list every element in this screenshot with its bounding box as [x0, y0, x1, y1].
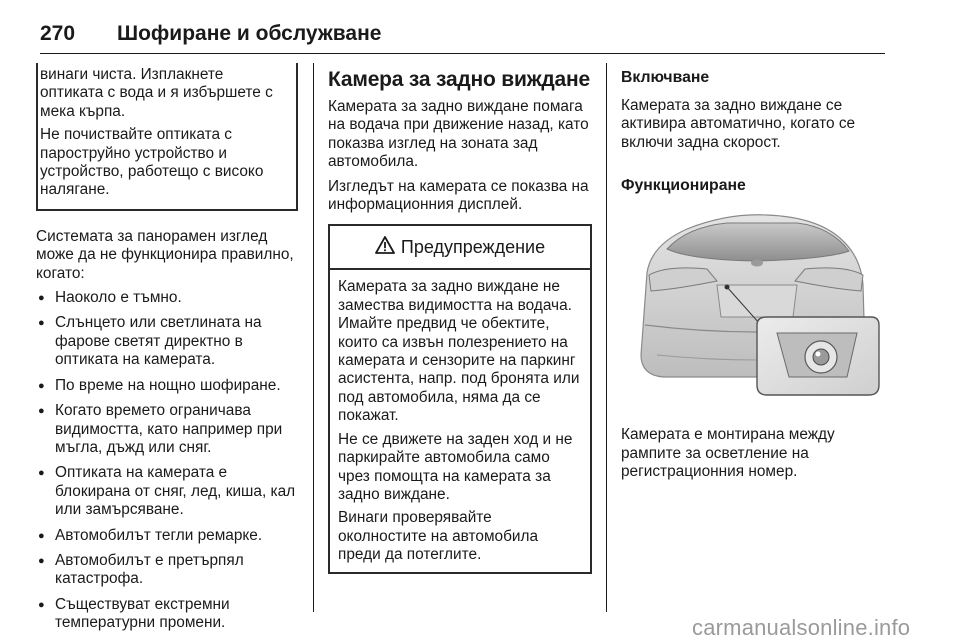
- illustration-caption: Камерата е монтирана между рампите за осветление на регистрационния номер.: [621, 426, 835, 481]
- column-divider-left: [313, 63, 314, 612]
- rear-camera-location-illustration: [627, 205, 881, 411]
- column-2: [328, 68, 592, 574]
- warning-header: [330, 226, 590, 270]
- list-item: ● Автомобилът тегли ремарке.: [36, 527, 298, 545]
- warning-paragraph: Винаги проверявайте околностите на автомобила преди да потеглите.: [338, 509, 539, 564]
- list-item: ● По време на нощно шофиране.: [36, 377, 298, 395]
- section-title: Камера за задно виждане: [328, 68, 590, 91]
- column-divider-right: [606, 63, 607, 612]
- warning-body: [330, 270, 590, 571]
- body-paragraph: Камерата за задно виждане помага на водача при движение назад, като показва изглед на зоната зад автомобила.: [328, 98, 589, 171]
- column-1: [36, 63, 298, 640]
- list-item: ● Слънцето или светлината на фарове светят директно в оптиката на камерата.: [36, 314, 298, 369]
- list-item: ● Оптиката на камерата е блокирана от сняг, лед, киша, кал или замърсяване.: [36, 464, 298, 519]
- continued-notice-box: [36, 63, 298, 211]
- activation-text: Камерата за задно виждане се активира автоматично, когато се включи задна скорост.: [621, 97, 856, 151]
- notice-paragraph: Не почиствайте оптиката с пароструйно устройство и устройство, работещо с високо налягане.: [40, 126, 264, 199]
- notice-paragraph: винаги чиста. Изплакнете оптиката с вода и я избършете с мека кърпа.: [40, 66, 273, 120]
- panorama-intro: Системата за панорамен изглед може да не функционира правилно, когато:: [36, 227, 294, 282]
- warning-triangle-icon: [375, 236, 395, 259]
- list-item: ● Когато времето ограничава видимостта, като например при мъгла, дъжд или сняг.: [36, 402, 298, 457]
- warning-box: [328, 224, 592, 573]
- warning-paragraph: Не се движете на заден ход и не паркирайте автомобила само чрез помощта на камерата за задно виждане.: [338, 430, 573, 503]
- subheading-activation: Включване: [621, 69, 710, 86]
- warning-paragraph: Камерата за задно виждане не замества видимостта на водача. Имайте предвид че обектите, които са извън полезрението на камерата и сензорите на паркинг асистента, напр. под бронята или под автомобила, няма да се покажат.: [338, 278, 580, 425]
- watermark: carmanualsonline.info: [692, 615, 911, 640]
- list-item: ● Съществуват екстремни температурни промени.: [36, 596, 298, 633]
- column-3: [621, 68, 883, 481]
- body-paragraph: Изгледът на камерата се показва на информационния дисплей.: [328, 177, 589, 214]
- conditions-list: [36, 289, 298, 633]
- header-rule: [40, 53, 885, 54]
- subheading-operation: Функциониране: [621, 177, 746, 195]
- list-item: ● Автомобилът е претърпял катастрофа.: [36, 552, 298, 589]
- list-item: ● Наоколо е тъмно.: [36, 289, 298, 307]
- warning-label: Предупреждение: [400, 236, 546, 257]
- page-number: 270: [40, 22, 76, 45]
- page-title: Шофиране и обслужване: [117, 22, 382, 45]
- page-header: [40, 22, 885, 52]
